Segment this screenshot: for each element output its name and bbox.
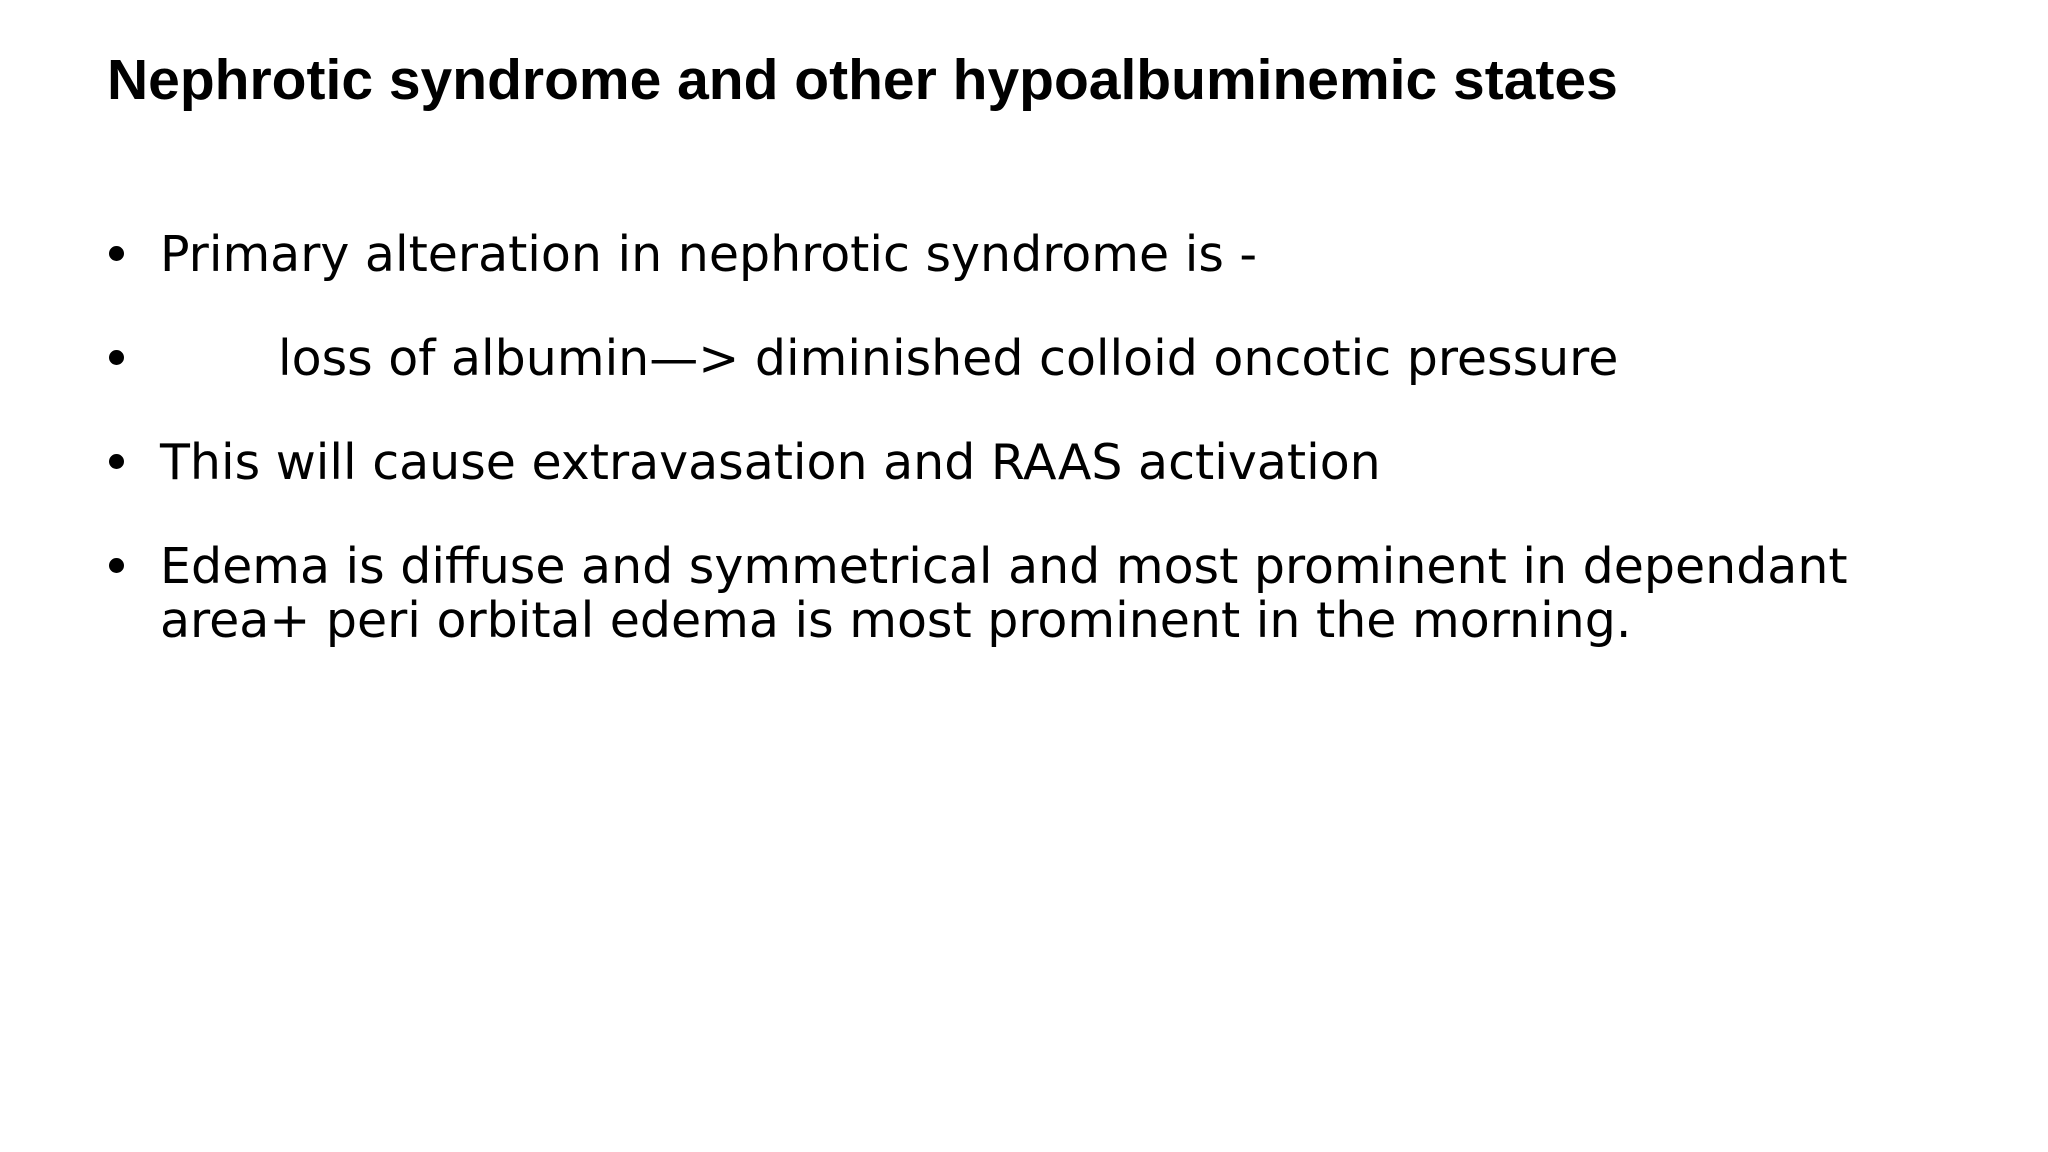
bullet-text: loss of albumin—> diminished colloid oncotic pressure: [278, 330, 1619, 387]
bullet-dot-icon: [109, 558, 124, 573]
bullet-text: Primary alteration in nephrotic syndrome is -: [160, 226, 1258, 283]
bullet-list: [105, 228, 1945, 698]
bullet-text: This will cause extravasation and RAAS activation: [160, 434, 1381, 491]
bullet-dot-icon: [109, 454, 124, 469]
bullet-item-primary-alteration: [105, 228, 1945, 282]
bullet-dot-icon: [109, 350, 124, 365]
bullet-dot-icon: [109, 246, 124, 261]
bullet-text: Edema is diffuse and symmetrical and most prominent in dependant area+ peri orbital edema is most prominent in the morning.: [160, 538, 1848, 649]
bullet-item-raas-activation: [105, 436, 1945, 490]
slide-title: Nephrotic syndrome and other hypoalbuminemic states: [107, 48, 1618, 112]
bullet-item-edema-distribution: [105, 540, 1945, 648]
bullet-item-albumin-loss: [105, 332, 1945, 386]
